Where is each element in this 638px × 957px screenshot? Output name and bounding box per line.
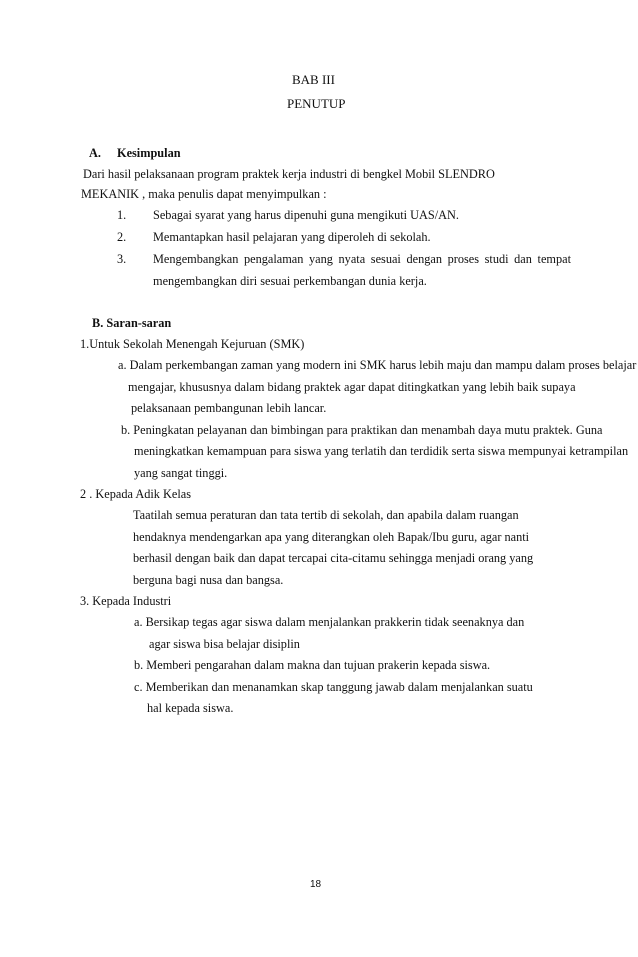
saran-3b-line: b. Memberi pengarahan dalam makna dan tujuan prakerin kepada siswa. xyxy=(134,658,491,672)
section-a-intro-line1: Dari hasil pelaksanaan program praktek kerja industri di bengkel Mobil SLENDRO xyxy=(83,167,495,181)
list-item-text: Mengembangkan pengalaman yang nyata sesuai dengan proses studi dan tempat xyxy=(153,252,571,266)
section-a-letter: A. xyxy=(89,146,101,160)
list-item-text: Memantapkan hasil pelajaran yang diperoleh di sekolah. xyxy=(153,230,431,244)
list-item-number: 1. xyxy=(117,208,127,222)
section-a-intro-line2: MEKANIK , maka penulis dapat menyimpulkan : xyxy=(81,187,327,201)
saran-3-heading: 3. Kepada Industri xyxy=(80,594,172,608)
saran-1a-line3: pelaksanaan pembangunan lebih lancar. xyxy=(131,401,327,415)
saran-2-line4: berguna bagi nusa dan bangsa. xyxy=(133,573,284,587)
chapter-title: PENUTUP xyxy=(287,96,346,111)
saran-2-line2: hendaknya mendengarkan apa yang diterangkan oleh Bapak/Ibu guru, agar nanti xyxy=(133,530,530,544)
page-number: 18 xyxy=(310,879,322,890)
saran-2-line1: Taatilah semua peraturan dan tata tertib di sekolah, dan apabila dalam ruangan xyxy=(133,508,519,522)
saran-1b-line2: meningkatkan kemampuan para siswa yang terlatih dan terdidik serta siswa mempunyai ketrampilan xyxy=(134,444,629,458)
section-b-heading: B. Saran-saran xyxy=(92,316,172,330)
list-item-text-continued: mengembangkan diri sesuai perkembangan dunia kerja. xyxy=(153,274,427,288)
saran-1a-line2: mengajar, khususnya dalam bidang praktek agar dapat ditingkatkan yang lebih baik supaya xyxy=(128,380,576,394)
saran-1b-line3: yang sangat tinggi. xyxy=(134,466,228,480)
list-item-number: 3. xyxy=(117,252,127,266)
saran-3a-line1: a. Bersikap tegas agar siswa dalam menjalankan prakkerin tidak seenaknya dan xyxy=(134,615,525,629)
saran-1-heading: 1.Untuk Sekolah Menengah Kejuruan (SMK) xyxy=(80,337,305,351)
list-item-text: Sebagai syarat yang harus dipenuhi guna mengikuti UAS/AN. xyxy=(153,208,459,222)
saran-3a-line2: agar siswa bisa belajar disiplin xyxy=(149,637,300,651)
section-a-heading: Kesimpulan xyxy=(117,146,181,160)
chapter-number: BAB III xyxy=(292,72,335,87)
saran-1a-line1: a. Dalam perkembangan zaman yang modern ini SMK harus lebih maju dan mampu dalam proses belajar xyxy=(118,358,637,372)
saran-3c-line1: c. Memberikan dan menanamkan skap tanggung jawab dalam menjalankan suatu xyxy=(134,680,533,694)
saran-3c-line2: hal kepada siswa. xyxy=(147,701,234,715)
saran-2-heading: 2 . Kepada Adik Kelas xyxy=(80,487,191,501)
saran-2-line3: berhasil dengan baik dan dapat tercapai cita-citamu sehingga menjadi orang yang xyxy=(133,551,534,565)
list-item-number: 2. xyxy=(117,230,127,244)
saran-1b-line1: b. Peningkatan pelayanan dan bimbingan para praktikan dan menambah daya mutu praktek. Guna xyxy=(121,423,603,437)
